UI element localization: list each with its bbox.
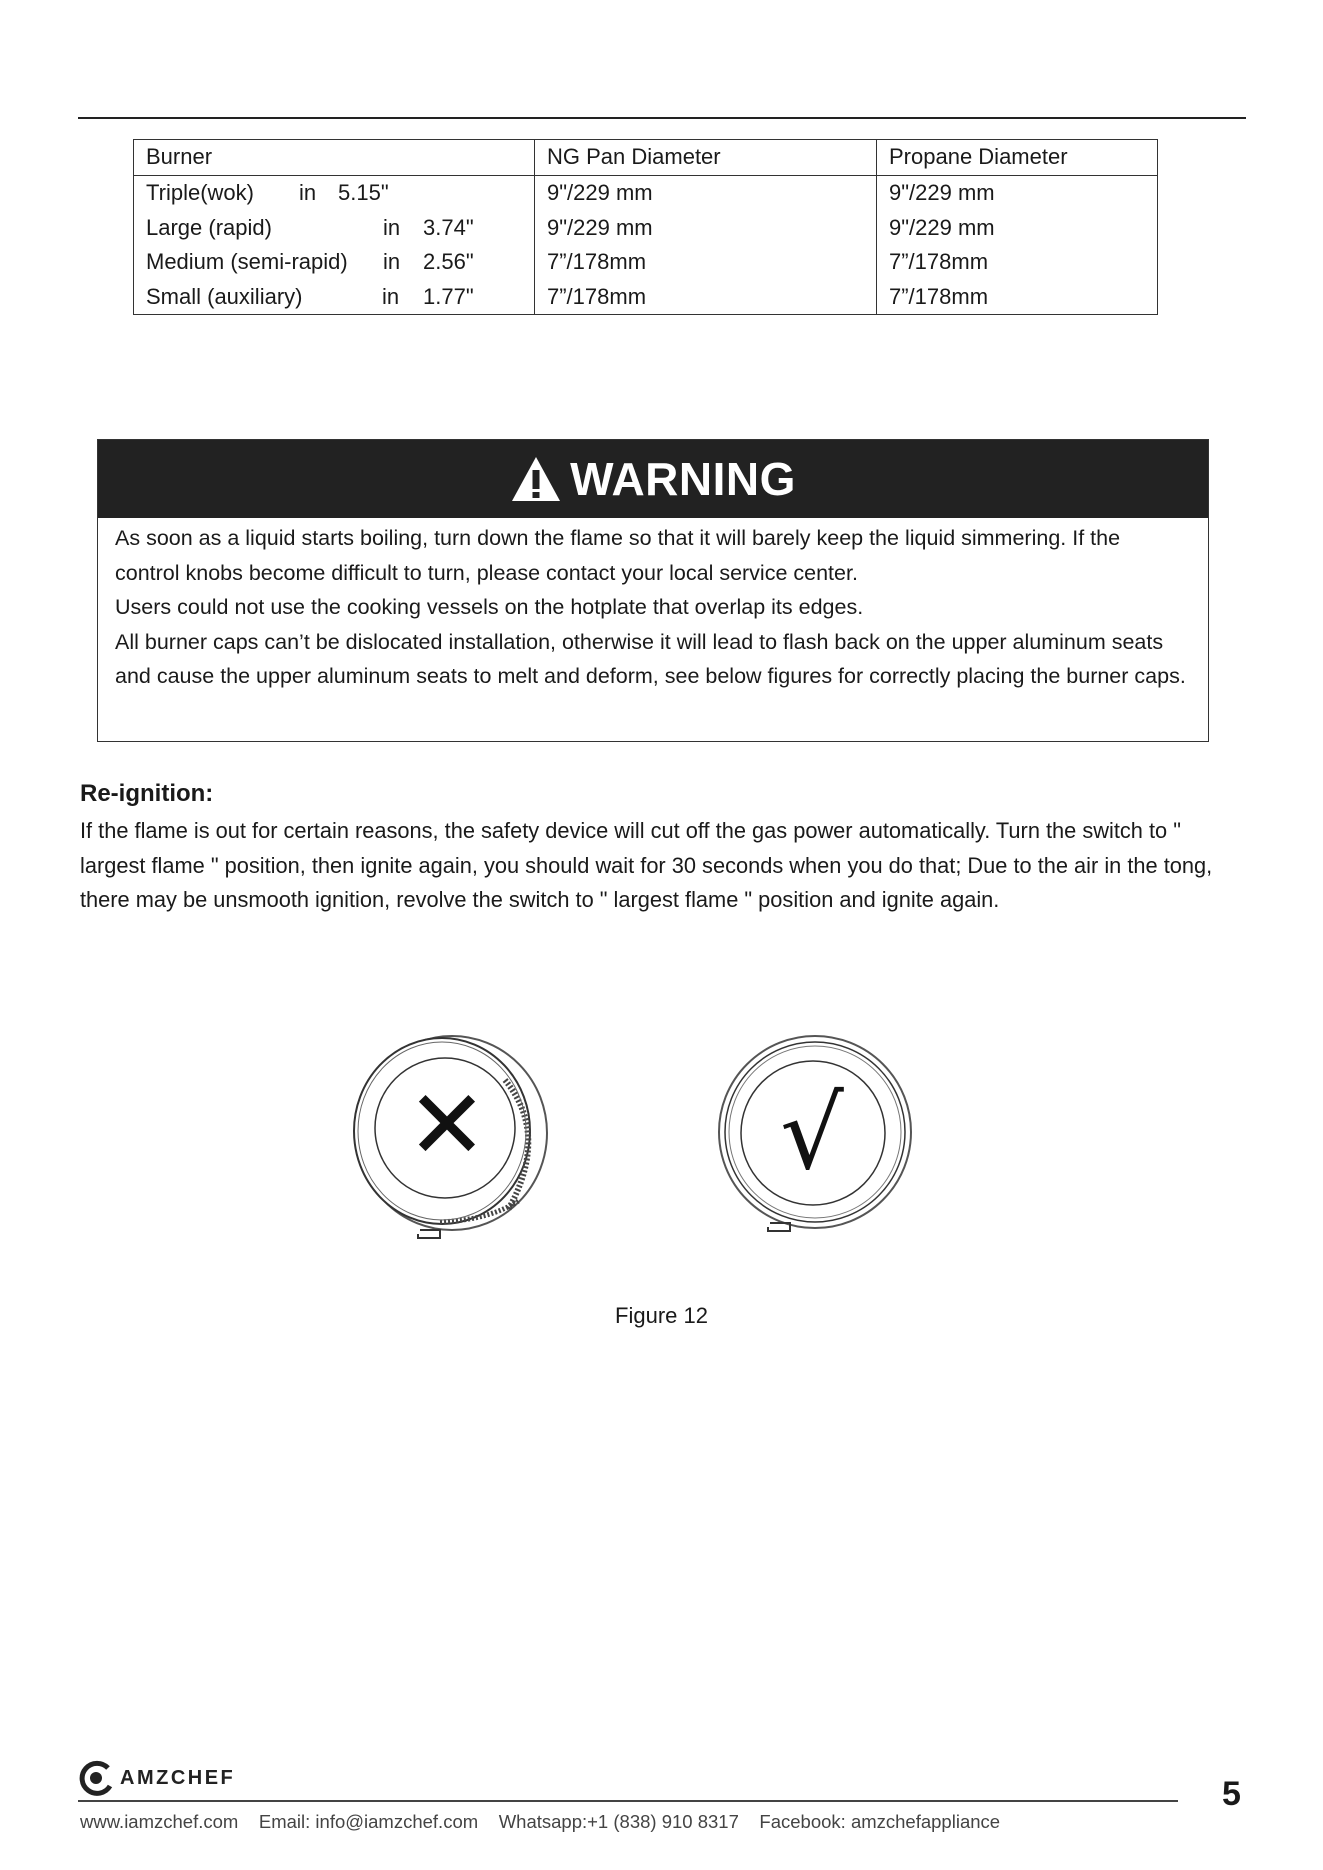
burner-unit: in: [383, 249, 401, 274]
burner-cap-figure: [330, 1010, 930, 1275]
correct-mark: √: [780, 1075, 844, 1192]
wrong-mark: ✕: [406, 1069, 488, 1181]
burner-cap-illustration: [330, 1010, 930, 1275]
table-row: [134, 176, 1158, 211]
brand-name: AMZCHEF: [120, 1766, 236, 1789]
burner-name: Large (rapid): [146, 214, 272, 240]
footer-contact: www.iamzchef.com Email: info@iamzchef.com Whatsapp:+1 (838) 910 8317 Facebook: amzchefappliance: [80, 1811, 1001, 1832]
footer-rule: [78, 1800, 1178, 1802]
burner-unit: in: [382, 283, 400, 309]
wrong-placement-cap: [354, 1036, 547, 1238]
header-burner: Burner: [134, 140, 535, 176]
correct-placement-cap: [719, 1036, 911, 1231]
table-header-row: [134, 140, 1158, 176]
burner-size: 3.74": [423, 214, 474, 240]
table-row: [134, 211, 1158, 246]
burner-name: Small (auxiliary): [146, 283, 303, 309]
propane-diameter: 9"/229 mm: [877, 176, 1158, 211]
header-propane-diameter: Propane Diameter: [877, 140, 1158, 176]
top-rule: [78, 117, 1246, 119]
page-number: 5: [1222, 1775, 1241, 1813]
ng-diameter: 7”/178mm: [535, 280, 877, 315]
warning-header: [98, 440, 1208, 518]
burner-size: 2.56": [423, 249, 474, 274]
burner-size: 1.77": [423, 283, 474, 309]
warning-paragraph: All burner caps can’t be dislocated installation, otherwise it will lead to flash back on the upper aluminum seats and cause the upper aluminum seats to melt and deform, see below figures for correctly placing the burner caps.: [115, 629, 1186, 689]
burner-unit: in: [383, 214, 401, 240]
propane-diameter: 7”/178mm: [877, 245, 1158, 280]
burner-name: Medium (semi-rapid): [146, 249, 348, 274]
warning-box: [97, 439, 1209, 742]
ng-diameter: 9"/229 mm: [535, 211, 877, 246]
propane-diameter: 9"/229 mm: [877, 211, 1158, 246]
table-row: [134, 245, 1158, 280]
warning-paragraph: As soon as a liquid starts boiling, turn down the flame so that it will barely keep the liquid simmering. If the control knobs become difficult to turn, please contact your local service center.: [115, 526, 1121, 585]
figure-caption: Figure 12: [615, 1303, 708, 1328]
burner-name: Triple(wok): [146, 180, 254, 205]
reignition-body: If the flame is out for certain reasons, the safety device will cut off the gas power automatically. Turn the switch to " largest flame " position, then ignite again, you should wait for 30 seconds when you do that; Due to the air in the tong, there may be unsmooth ignition, revolve the switch to " largest flame " position and ignite again.: [80, 818, 1213, 913]
amzchef-logo-icon: [78, 1760, 116, 1796]
brand-logo: [78, 1760, 235, 1796]
warning-title: WARNING: [570, 453, 796, 505]
table-row: [134, 280, 1158, 315]
header-ng-pan-diameter: NG Pan Diameter: [535, 140, 877, 176]
burner-table: [133, 139, 1158, 315]
reignition-heading: Re-ignition:: [80, 780, 214, 807]
warning-triangle-icon: [510, 455, 562, 503]
ng-diameter: 9"/229 mm: [535, 176, 877, 211]
burner-unit: in: [299, 180, 317, 205]
propane-diameter: 7”/178mm: [877, 280, 1158, 315]
warning-paragraph: Users could not use the cooking vessels on the hotplate that overlap its edges.: [115, 595, 864, 620]
burner-size: 5.15": [338, 180, 389, 205]
ng-diameter: 7”/178mm: [535, 245, 877, 280]
warning-body: [98, 518, 1208, 694]
